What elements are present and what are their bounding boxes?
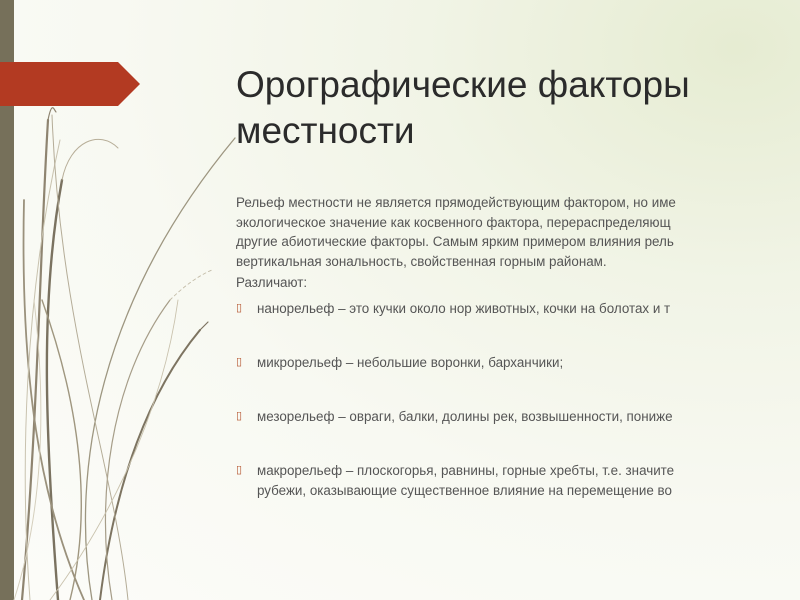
title-line: местности: [236, 110, 415, 151]
intro-line: экологическое значение как косвенного фактора, перераспределяющ: [236, 214, 671, 230]
intro-paragraph: [236, 193, 676, 271]
bullet-marker-icon: ▯: [236, 410, 243, 422]
bullet-text: мезорельеф – овраги, балки, долины рек, возвышенности, пониже: [257, 409, 673, 424]
title-line: Орографические факторы: [236, 64, 690, 105]
intro-line: Рельеф местности не является прямодействующим фактором, но име: [236, 195, 676, 210]
bullet-text: рубежи, оказывающие существенное влияние на перемещение во: [257, 482, 672, 498]
intro-line: другие абиотические факторы. Самым ярким примером влияния рель: [236, 234, 674, 249]
bullet-marker-icon: ▯: [236, 464, 243, 476]
title-arrow-marker: [0, 62, 140, 106]
bullet-marker-icon: ▯: [236, 356, 243, 368]
bullet-marker-icon: ▯: [236, 302, 243, 314]
bullet-text: нанорельеф – это кучки около нор животных, кочки на болотах и т: [257, 301, 671, 316]
bullet-text: микрорельеф – небольшие воронки, барханчики;: [257, 355, 564, 370]
distinguish-label: Различают:: [236, 275, 308, 290]
slide-title: [236, 62, 800, 154]
intro-line: вертикальная зональность, свойственная горным районам.: [236, 253, 607, 269]
bullet-text: макрорельеф – плоскогорья, равнины, горные хребты, т.е. значите: [257, 463, 675, 478]
